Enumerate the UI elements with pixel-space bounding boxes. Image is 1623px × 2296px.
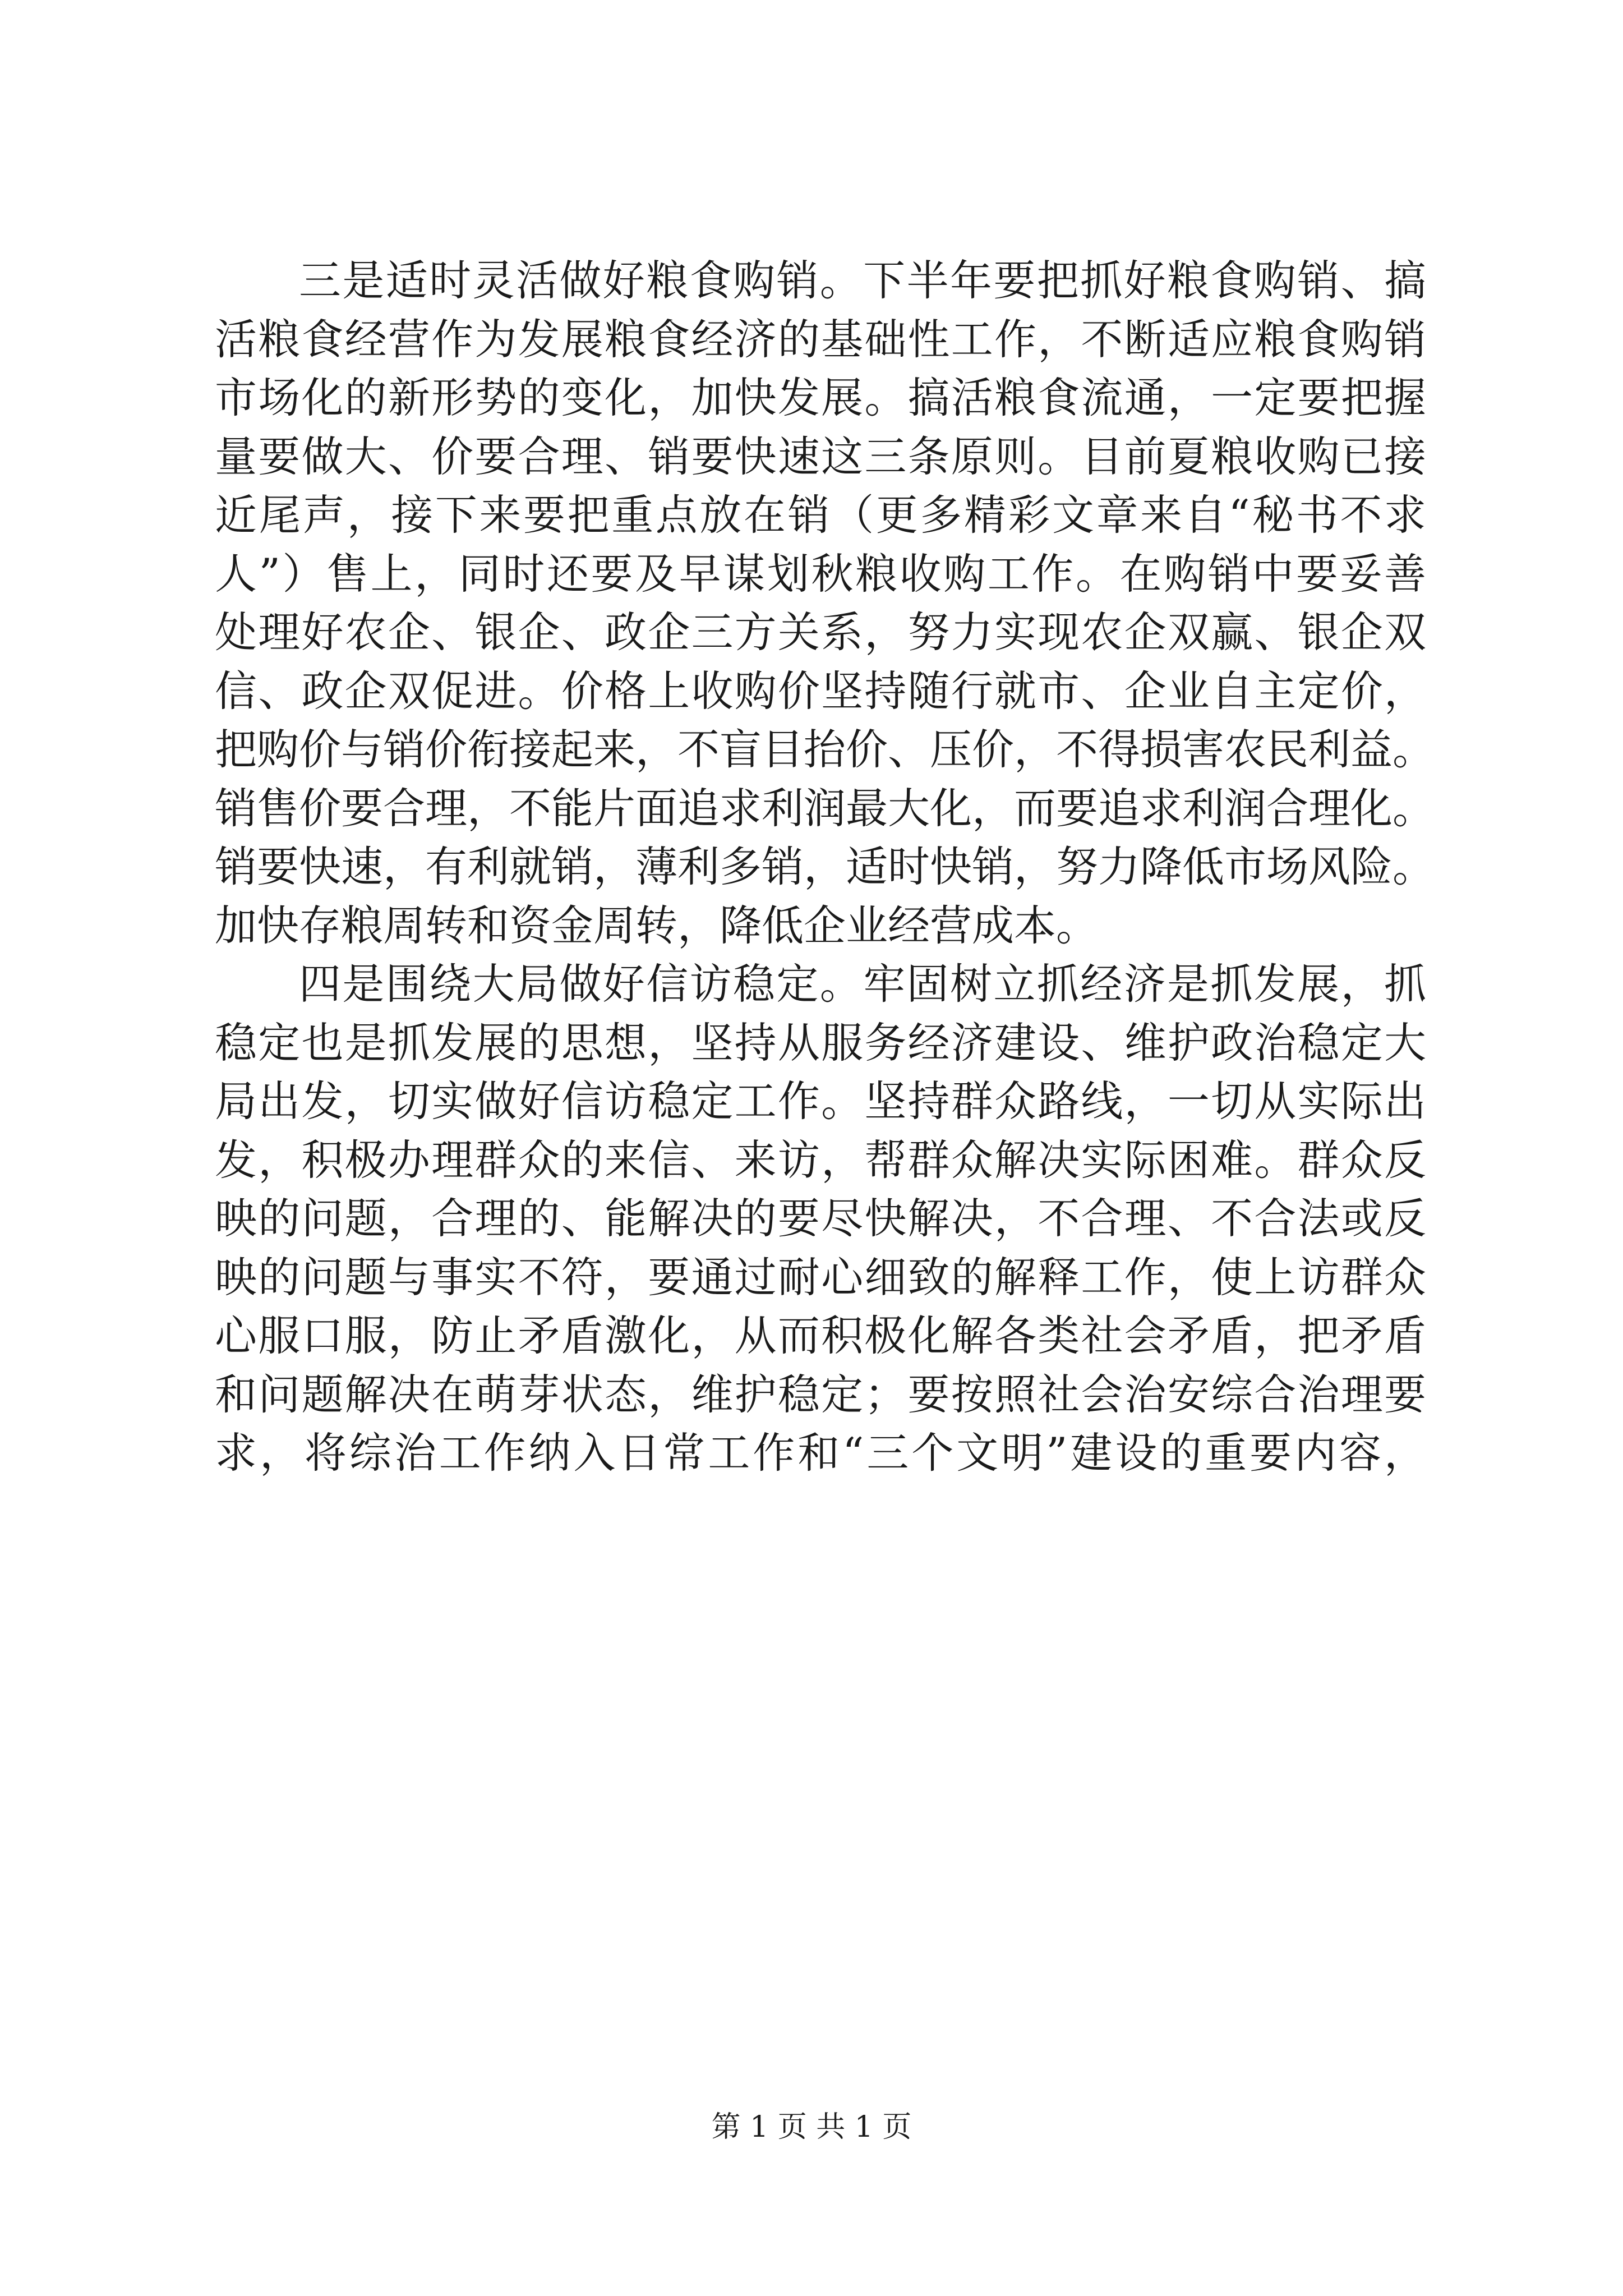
paragraph-petition-stability [215,955,1426,1483]
text-line: 映的问题与事实不符，要通过耐心细致的解释工作，使上访群众 [215,1252,1426,1302]
text-line: 近尾声，接下来要把重点放在销（更多精彩文章来自“秘书不求 [215,490,1426,540]
text-line: 销售价要合理，不能片面追求利润最大化，而要追求利润合理化。 [215,783,1435,833]
document-body [215,251,1435,1483]
paragraph-grain-sales [215,251,1435,955]
page-number-label: 第 1 页 共 1 页 [711,2110,912,2144]
text-line: 求，将综治工作纳入日常工作和“三个文明”建设的重要内容， [215,1428,1426,1478]
text-line: 稳定也是抓发展的思想，坚持从服务经济建设、维护政治稳定大 [215,1018,1426,1068]
text-line: 四是围绕大局做好信访稳定。牢固树立抓经济是抓发展，抓 [299,959,1426,1009]
text-line: 和问题解决在萌芽状态，维护稳定；要按照社会治安综合治理要 [215,1369,1426,1419]
text-line: 销要快速，有利就销，薄利多销，适时快销，努力降低市场风险。 [215,842,1435,891]
text-line: 信、政企双促进。价格上收购价坚持随行就市、企业自主定价， [215,666,1426,716]
text-line: 映的问题，合理的、能解决的要尽快解决，不合理、不合法或反 [215,1194,1426,1243]
text-line: 心服口服，防止矛盾激化，从而积极化解各类社会矛盾，把矛盾 [215,1311,1426,1360]
text-line: 处理好农企、银企、政企三方关系，努力实现农企双赢、银企双 [215,608,1426,657]
text-line: 量要做大、价要合理、销要快速这三条原则。目前夏粮收购已接 [215,431,1426,481]
text-line: 三是适时灵活做好粮食购销。下半年要把抓好粮食购销、搞 [299,256,1426,305]
text-line: 人”）售上，同时还要及早谋划秋粮收购工作。在购销中要妥善 [215,549,1426,599]
text-line: 市场化的新形势的变化，加快发展。搞活粮食流通，一定要把握 [215,373,1426,422]
page-footer [0,2110,1623,2144]
text-line: 把购价与销价衔接起来，不盲目抬价、压价，不得损害农民利益。 [215,725,1435,774]
text-line: 局出发，切实做好信访稳定工作。坚持群众路线，一切从实际出 [215,1076,1426,1126]
text-line: 加快存粮周转和资金周转，降低企业经营成本。 [215,900,1099,950]
text-line: 发，积极办理群众的来信、来访，帮群众解决实际困难。群众反 [215,1135,1426,1185]
text-line: 活粮食经营作为发展粮食经济的基础性工作，不断适应粮食购销 [215,314,1426,364]
